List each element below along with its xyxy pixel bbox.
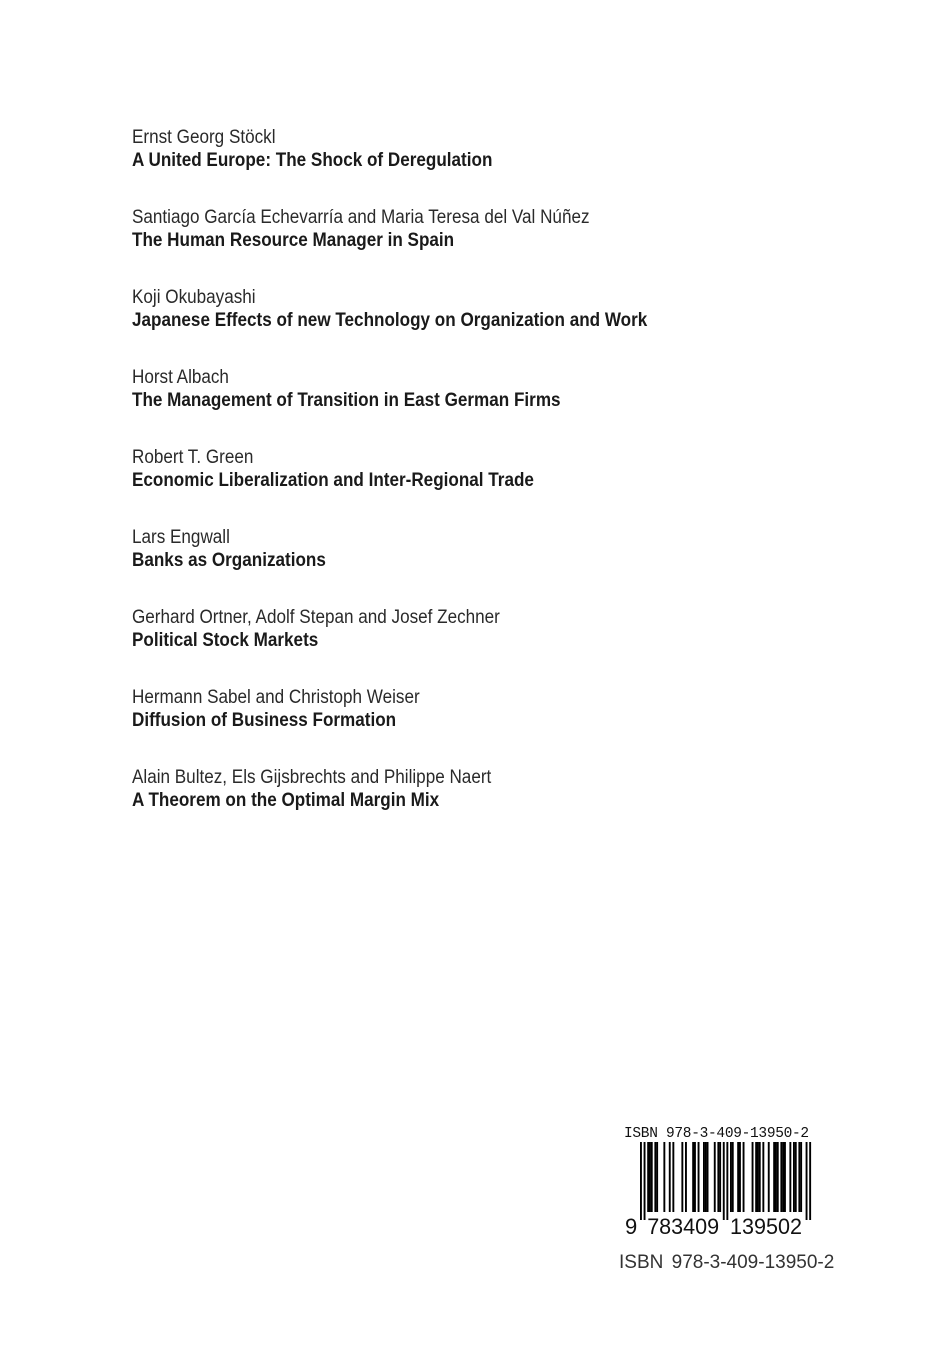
barcode-bar <box>692 1142 694 1212</box>
isbn-number: ISBN 978-3-409-13950-2 <box>619 1252 835 1273</box>
author: Koji Okubayashi <box>132 287 256 308</box>
barcode-bar <box>782 1142 784 1212</box>
list-item <box>132 126 705 206</box>
article-title: A Theorem on the Optimal Margin Mix <box>132 790 440 811</box>
article-title: Japanese Effects of new Technology on Organization and Work <box>132 310 648 331</box>
list-item <box>132 606 705 686</box>
barcode-bar <box>780 1142 782 1212</box>
barcode-bar <box>681 1142 683 1212</box>
article-title: The Human Resource Manager in Spain <box>132 230 455 251</box>
barcode-bar <box>703 1142 705 1212</box>
barcode-bar <box>730 1142 732 1212</box>
list-item <box>132 446 705 526</box>
barcode-bar <box>784 1142 786 1212</box>
barcode-bar <box>793 1142 795 1212</box>
list-item <box>132 206 705 286</box>
barcode-bar <box>777 1142 779 1212</box>
barcode-bar <box>685 1142 687 1212</box>
barcode-bar <box>798 1142 800 1212</box>
author: Santiago García Echevarría and Maria Teresa del Val Núñez <box>132 207 590 228</box>
barcode-bar <box>717 1142 719 1212</box>
barcode-bar <box>651 1142 653 1212</box>
barcode-bar <box>743 1142 745 1212</box>
barcode-bar <box>723 1142 725 1220</box>
author: Hermann Sabel and Christoph Weiser <box>132 687 420 708</box>
barcode-bar <box>789 1142 791 1212</box>
barcode-bar <box>800 1142 802 1212</box>
barcode-bar <box>640 1142 642 1220</box>
author: Robert T. Green <box>132 447 254 468</box>
barcode-bar <box>737 1142 739 1212</box>
barcode-bar <box>705 1142 707 1212</box>
barcode-bar <box>654 1142 656 1212</box>
article-title: Political Stock Markets <box>132 630 319 651</box>
barcode-bar <box>719 1142 721 1212</box>
barcode-bar <box>775 1142 777 1212</box>
barcode-bar <box>795 1142 797 1212</box>
barcode-bar <box>773 1142 775 1212</box>
barcode-bar <box>739 1142 741 1212</box>
barcode-bar <box>707 1142 709 1212</box>
barcode-bar <box>647 1142 649 1212</box>
barcode-bar <box>656 1142 658 1212</box>
author: Ernst Georg Stöckl <box>132 127 276 148</box>
barcode-right-digits: 139502 <box>730 1214 802 1239</box>
barcode-bar <box>752 1142 754 1212</box>
author: Lars Engwall <box>132 527 230 548</box>
barcode-bar <box>732 1142 734 1212</box>
article-list <box>132 126 705 846</box>
list-item <box>132 286 705 366</box>
barcode-bar <box>806 1142 808 1220</box>
barcode-bar <box>649 1142 651 1212</box>
article-title: A United Europe: The Shock of Deregulation <box>132 150 493 171</box>
barcode-bar <box>757 1142 759 1212</box>
barcode-bar <box>663 1142 665 1212</box>
barcode-isbn-label: ISBN 978-3-409-13950-2 <box>624 1126 809 1142</box>
barcode-bar <box>755 1142 757 1212</box>
barcode-first-digit: 9 <box>625 1214 638 1239</box>
barcode-bar <box>698 1142 700 1212</box>
barcode-left-digits: 783409 <box>647 1214 720 1239</box>
list-item <box>132 366 705 446</box>
barcode-bar <box>768 1142 770 1212</box>
barcode-bar <box>669 1142 671 1212</box>
barcode-bar <box>714 1142 716 1212</box>
barcode-bar <box>809 1142 811 1220</box>
author: Horst Albach <box>132 367 229 388</box>
barcode-bar <box>759 1142 761 1212</box>
author: Gerhard Ortner, Adolf Stepan and Josef Zechner <box>132 607 500 628</box>
list-item <box>132 766 705 846</box>
barcode-bar <box>762 1142 764 1212</box>
author: Alain Bultez, Els Gijsbrechts and Philippe Naert <box>132 767 492 788</box>
barcode-bar <box>694 1142 696 1212</box>
article-title: Banks as Organizations <box>132 550 326 571</box>
barcode-bar <box>644 1142 646 1220</box>
list-item <box>132 686 705 766</box>
article-title: Diffusion of Business Formation <box>132 710 397 731</box>
article-title: Economic Liberalization and Inter-Regional Trade <box>132 470 534 491</box>
barcode-bar <box>726 1142 728 1220</box>
barcode-bar <box>672 1142 674 1212</box>
list-item <box>132 526 705 606</box>
barcode-bars <box>620 1142 850 1252</box>
article-title: The Management of Transition in East German Firms <box>132 390 561 411</box>
